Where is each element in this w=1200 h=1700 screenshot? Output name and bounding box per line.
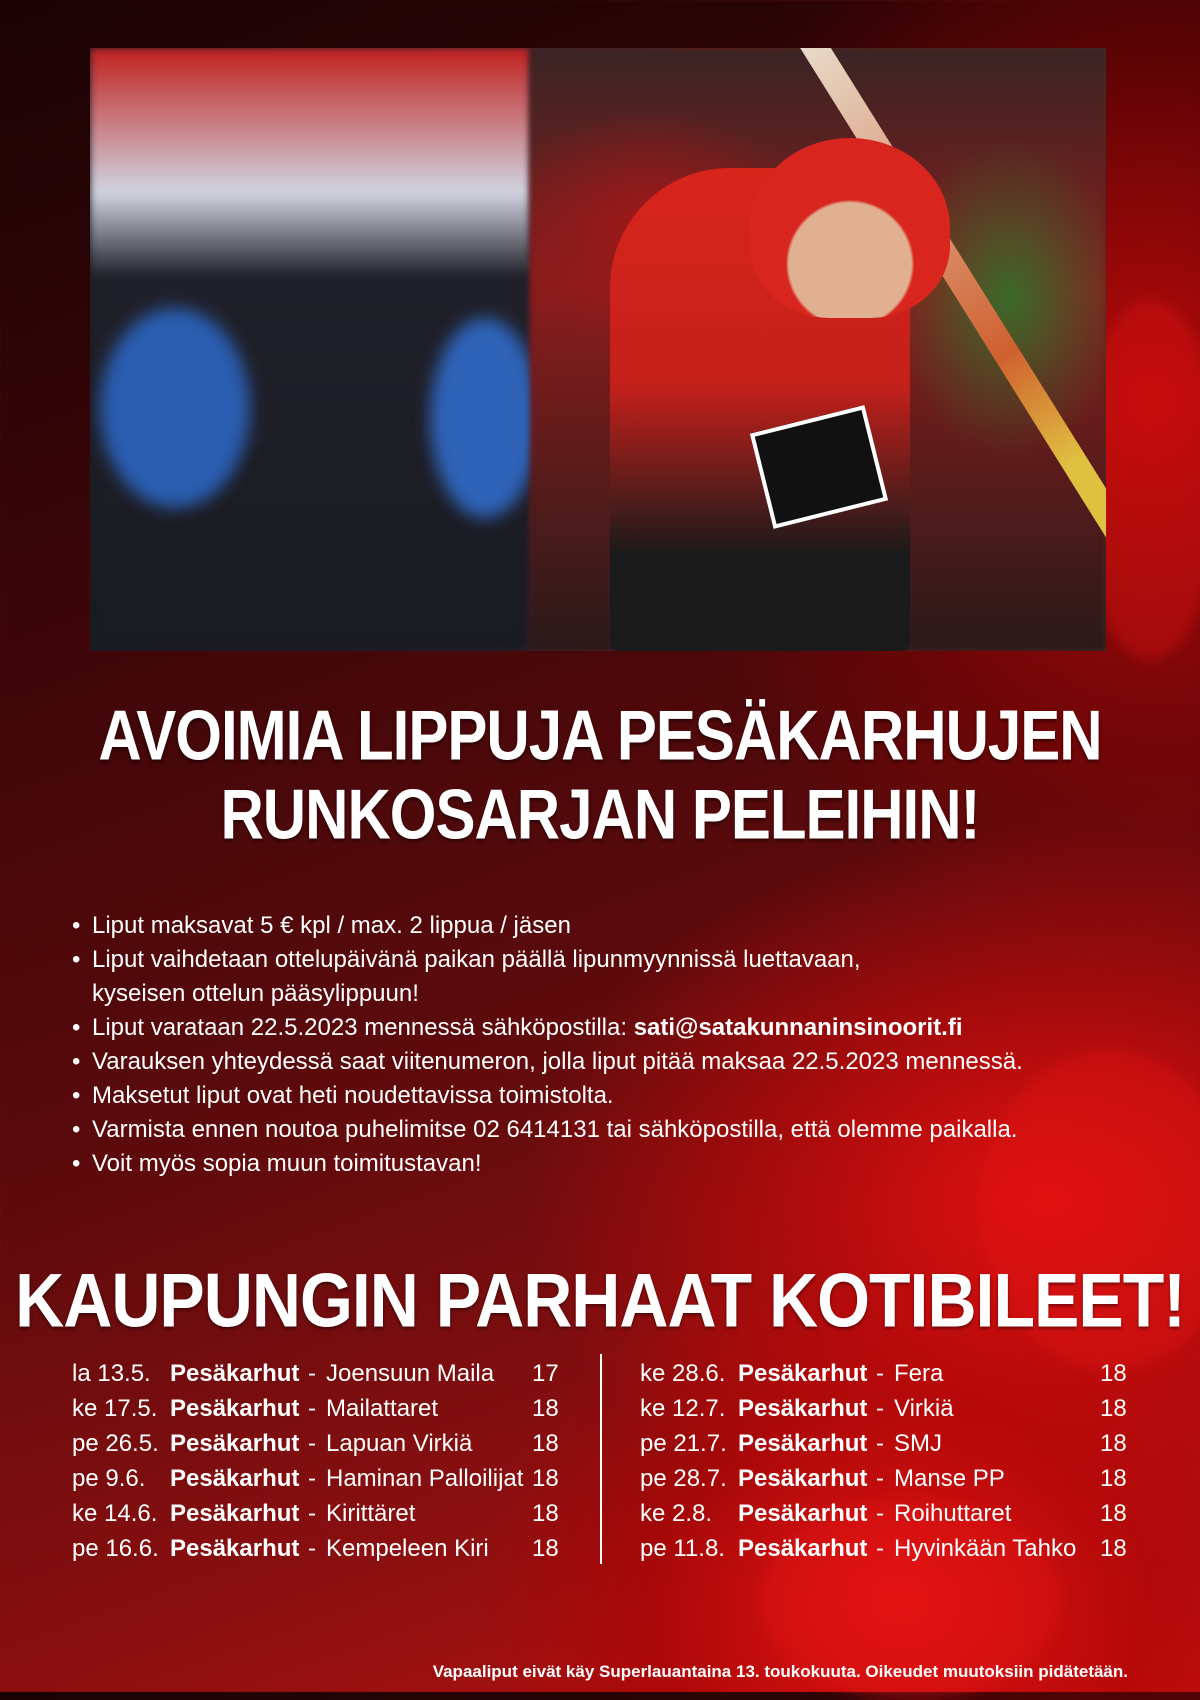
info-text: Varauksen yhteydessä saat viitenumeron, jolla liput pitää maksaa 22.5.2023 mennessä.: [92, 1048, 1023, 1075]
home-team: Pesäkarhut: [738, 1500, 868, 1527]
opponent: SMJ: [894, 1430, 942, 1457]
game-date: la 13.5.: [72, 1360, 151, 1387]
game-time: 18: [532, 1535, 559, 1562]
opponent: Manse PP: [894, 1465, 1005, 1492]
info-item: [72, 909, 1132, 943]
home-team: Pesäkarhut: [738, 1360, 868, 1387]
headline-line-1: AVOIMIA LIPPUJA PESÄKARHUJEN: [98, 696, 1102, 776]
photo-helmet: [750, 138, 950, 318]
schedule-row: [640, 1356, 1130, 1391]
home-team: Pesäkarhut: [738, 1535, 868, 1562]
schedule-row: [72, 1426, 572, 1461]
info-text: Liput varataan 22.5.2023 mennessä sähköpostilla:: [92, 1014, 634, 1041]
schedule-row: [72, 1461, 572, 1496]
home-team: Pesäkarhut: [170, 1535, 300, 1562]
home-team: Pesäkarhut: [738, 1465, 868, 1492]
home-team: Pesäkarhut: [170, 1500, 300, 1527]
game-date: ke 14.6.: [72, 1500, 158, 1527]
game-time: 18: [1100, 1465, 1127, 1492]
schedule-row: [640, 1391, 1130, 1426]
schedule-row: [640, 1496, 1130, 1531]
schedule-row: [72, 1391, 572, 1426]
game-date: pe 16.6.: [72, 1535, 159, 1562]
opponent: Kempeleen Kiri: [326, 1535, 489, 1562]
schedule-row: [640, 1461, 1130, 1496]
game-date: ke 2.8.: [640, 1500, 713, 1527]
game-date: pe 11.8.: [640, 1535, 725, 1562]
game-time: 18: [1100, 1500, 1127, 1527]
opponent: Lapuan Virkiä: [326, 1430, 473, 1457]
separator: -: [876, 1360, 884, 1387]
game-time: 18: [1100, 1430, 1127, 1457]
section-title: KAUPUNGIN PARHAAT KOTIBILEET!: [15, 1258, 1185, 1344]
info-item: [72, 1011, 1132, 1045]
opponent: Joensuun Maila: [326, 1360, 495, 1387]
separator: -: [876, 1395, 884, 1422]
schedule-row: [640, 1531, 1130, 1566]
separator: -: [876, 1430, 884, 1457]
game-date: pe 9.6.: [72, 1465, 146, 1492]
game-time: 18: [532, 1500, 559, 1527]
game-date: ke 17.5.: [72, 1395, 158, 1422]
schedule-right: [640, 1356, 1130, 1566]
info-text: Liput maksavat 5 € kpl / max. 2 lippua / jäsen: [92, 912, 571, 939]
opponent: Mailattaret: [326, 1395, 439, 1422]
info-item: [72, 1113, 1132, 1147]
game-time: 18: [1100, 1535, 1127, 1562]
schedule-left: [72, 1356, 572, 1566]
home-team: Pesäkarhut: [738, 1395, 868, 1422]
info-item: [72, 1079, 1132, 1113]
separator: -: [308, 1430, 316, 1457]
separator: -: [308, 1535, 316, 1562]
home-team: Pesäkarhut: [738, 1430, 868, 1457]
schedule-row: [72, 1496, 572, 1531]
home-team: Pesäkarhut: [170, 1395, 300, 1422]
info-item: [72, 943, 1132, 1011]
home-team: Pesäkarhut: [170, 1360, 300, 1387]
schedule-row: [640, 1426, 1130, 1461]
info-text: Maksetut liput ovat heti noudettavissa toimistolta.: [92, 1082, 614, 1109]
info-item: [72, 1147, 1132, 1181]
game-date: pe 21.7.: [640, 1430, 727, 1457]
game-date: pe 28.7.: [640, 1465, 727, 1492]
game-time: 18: [1100, 1360, 1127, 1387]
schedule-divider: [600, 1354, 602, 1564]
separator: -: [876, 1500, 884, 1527]
opponent: Roihuttaret: [894, 1500, 1012, 1527]
opponent: Hyvinkään Tahko: [894, 1535, 1077, 1562]
photo-blur-shape: [100, 308, 250, 508]
email-link[interactable]: sati@satakunnaninsinoorit.fi: [633, 1014, 963, 1041]
info-text: Voit myös sopia muun toimitustavan!: [92, 1150, 482, 1177]
game-time: 17: [532, 1360, 559, 1387]
home-team: Pesäkarhut: [170, 1430, 300, 1457]
info-text: • Liput vaihdetaan ottelupäivänä paikan päällä lipunmyynnissä luettavaan,: [92, 946, 861, 973]
opponent: Virkiä: [894, 1395, 954, 1422]
game-time: 18: [532, 1465, 559, 1492]
separator: -: [308, 1395, 316, 1422]
opponent: Fera: [894, 1360, 944, 1387]
game-time: 18: [532, 1430, 559, 1457]
headline-line-2: RUNKOSARJAN PELEIHIN!: [220, 775, 980, 855]
info-text: kyseisen ottelun pääsylippuun!: [92, 980, 419, 1007]
home-team: Pesäkarhut: [170, 1465, 300, 1492]
photo-blur-shape: [430, 318, 540, 518]
info-list: [72, 909, 1132, 1181]
separator: -: [308, 1465, 316, 1492]
hero-photo: [90, 48, 1106, 651]
info-item: [72, 1045, 1132, 1079]
schedule-row: [72, 1356, 572, 1391]
footer-note: Vapaaliput eivät käy Superlauantaina 13. toukokuuta. Oikeudet muutoksiin pidätetään.: [432, 1662, 1128, 1681]
game-time: 18: [1100, 1395, 1127, 1422]
game-date: ke 28.6.: [640, 1360, 726, 1387]
separator: -: [308, 1360, 316, 1387]
separator: -: [308, 1500, 316, 1527]
separator: -: [876, 1535, 884, 1562]
game-date: pe 26.5.: [72, 1430, 159, 1457]
opponent: Kirittäret: [326, 1500, 416, 1527]
separator: -: [876, 1465, 884, 1492]
game-date: ke 12.7.: [640, 1395, 726, 1422]
info-text: Varmista ennen noutoa puhelimitse 02 6414131 tai sähköpostilla, että olemme paikalla.: [92, 1116, 1018, 1143]
schedule-row: [72, 1531, 572, 1566]
game-time: 18: [532, 1395, 559, 1422]
opponent: Haminan Palloilijat: [326, 1465, 524, 1492]
